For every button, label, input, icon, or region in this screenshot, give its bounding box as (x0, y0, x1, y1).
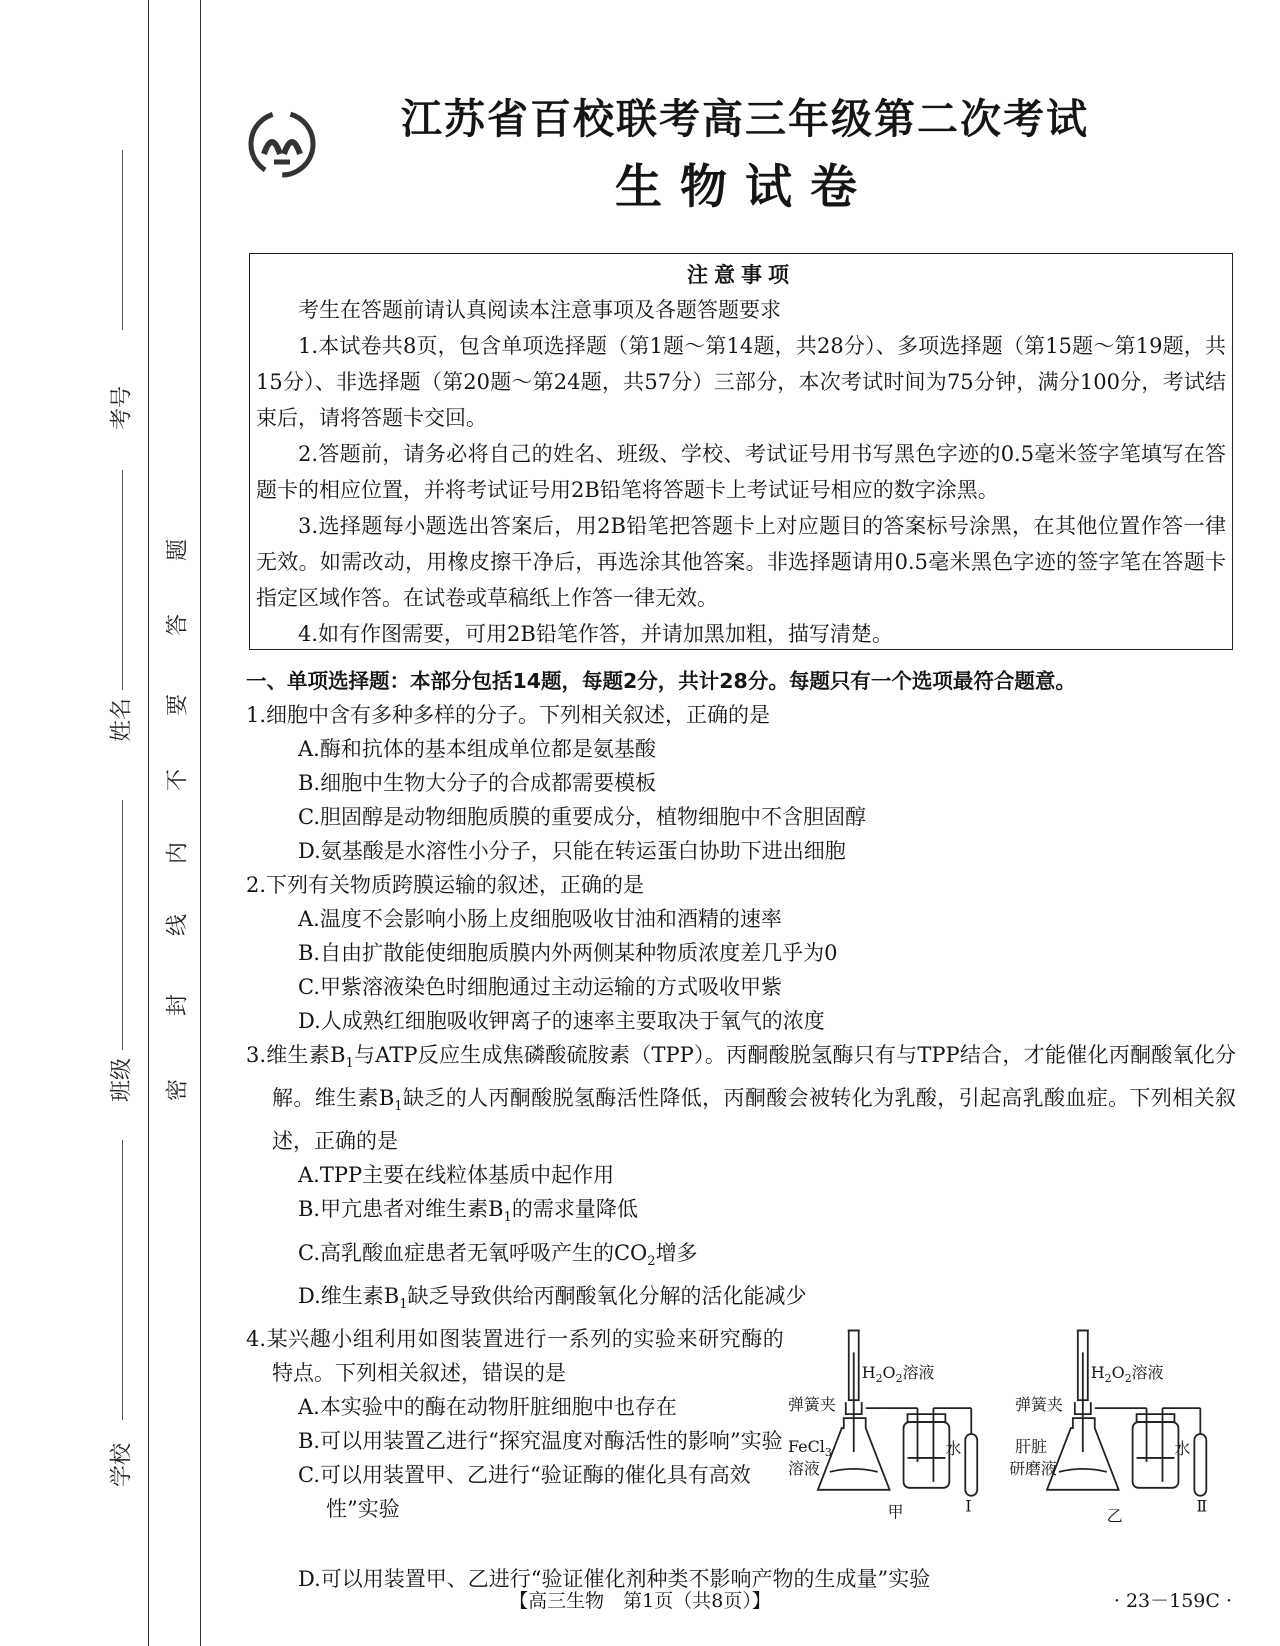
class-label: 班级 (109, 1057, 135, 1103)
seal-char: 内 (165, 841, 191, 865)
option-c: C.胆固醇是动物细胞质膜的重要成分，植物细胞中不含胆固醇 (298, 805, 866, 829)
exam-subtitle: 生物试卷 (615, 160, 875, 215)
questions-area (246, 664, 1236, 1596)
exam-code: · 23－159C · (1113, 1590, 1232, 1612)
notice-heading: 注意事项 (687, 263, 795, 287)
binding-line-outer (148, 0, 149, 1646)
clamp-label-b: 弹簧夹 (1014, 1395, 1063, 1415)
notice-intro: 考生在答题前请认真阅读本注意事项及各题答题要求 (298, 298, 781, 322)
tube-a-label: Ⅰ (965, 1496, 972, 1516)
name-field-line (122, 470, 123, 690)
exam-no-label: 考号 (109, 385, 135, 431)
page-footer: 【高三生物 第1页（共8页）】 (509, 1590, 771, 1612)
apparatus-a (818, 1330, 977, 1495)
notice-item: 3.选择题每小题选出答案后，用2B铅笔把答题卡上对应题目的答案标号涂黑，在其他位置作答一律无效。如需改动，用橡皮擦干净后，再选涂其他答案。非选择题请用0.5毫米黑色字迹的签字笔在答题卡指定区域作答。在试卷或草稿纸上作答一律无效。 (256, 514, 1226, 610)
tube-b-label: Ⅱ (1196, 1496, 1207, 1516)
school-label: 学校 (109, 1442, 135, 1488)
question-stem: 2.下列有关物质跨膜运输的叙述，正确的是 (246, 873, 645, 897)
option-c: C.甲紫溶液染色时细胞通过主动运输的方式吸收甲紫 (298, 975, 782, 999)
seal-char: 线 (165, 913, 191, 937)
question-1 (246, 698, 1236, 868)
exam-no-field-line (122, 150, 123, 330)
option-d: D.人成熟红细胞吸收钾离子的速率主要取决于氧气的浓度 (298, 1009, 825, 1033)
publisher-logo-icon (246, 108, 318, 180)
option-d: D.可以用装置甲、乙进行“验证催化剂种类不影响产物的生成量”实验 (298, 1566, 931, 1591)
binding-line-inner (200, 0, 201, 1646)
enzyme-apparatus-figure (788, 1322, 1236, 1562)
notice-box (249, 253, 1233, 650)
option-a: A.TPP主要在线粒体基质中起作用 (298, 1163, 615, 1188)
school-field-line (122, 1140, 123, 1420)
class-field-line (122, 800, 123, 1050)
exam-title: 江苏省百校联考高三年级第二次考试 (401, 95, 1089, 143)
seal-char: 封 (165, 993, 191, 1017)
water-label-b: 水 (1174, 1438, 1191, 1458)
liver-label: 肝脏 (1014, 1436, 1047, 1456)
option-d: D.氨基酸是水溶性小分子，只能在转运蛋白协助下进出细胞 (298, 839, 846, 863)
seal-char: 不 (165, 768, 191, 792)
question-stem: 1.细胞中含有多种多样的分子。下列相关叙述，正确的是 (246, 703, 771, 727)
name-label: 姓名 (109, 697, 135, 743)
option-b: B.可以用装置乙进行“探究温度对酶活性的影响”实验 (298, 1428, 783, 1453)
option-c: C.可以用装置甲、乙进行“验证酶的催化具有高效性”实验 (298, 1462, 751, 1521)
question-stem: 4.某兴趣小组利用如图装置进行一系列的实验来研究酶的特点。下列相关叙述，错误的是 (246, 1326, 784, 1385)
notice-item: 1.本试卷共8页，包含单项选择题（第1题～第14题，共28分）、多项选择题（第15题～第19题，共15分）、非选择题（第20题～第24题，共57分）三部分，本次考试时间为75分钟，满分100分，考试结束后，请将答题卡交回。 (256, 334, 1226, 430)
question-stem: 3.维生素$B_1$与ATP反应生成焦磷酸硫胺素（TPP）。丙酮酸脱氢酶只有与TPP结合，才能催化丙酮酸氧化分解。维生素$B_1$缺乏的人丙酮酸脱氢酶活性降低，丙酮酸会被转化为乳酸，引起高乳酸血症。下列相关叙述，正确的是 (246, 1043, 1237, 1154)
seal-char: 要 (165, 693, 191, 717)
notice-item: 2.答题前，请务必将自己的姓名、班级、学校、考试证号用书写黑色字迹的0.5毫米签字笔填写在答题卡的相应位置，并将考试证号用2B铅笔将答题卡上考试证号相应的数字涂黑。 (256, 442, 1226, 502)
device-b-label: 乙 (1106, 1506, 1123, 1526)
option-d: D.维生素$B_1$缺乏导致供给丙酮酸氧化分解的活化能减少 (298, 1283, 807, 1312)
fecl3-solution-label: 溶液 (787, 1458, 820, 1478)
fecl3-label: FeCl$_3$ (787, 1436, 832, 1459)
clamp-label-a: 弹簧夹 (787, 1395, 836, 1415)
option-a: A.酶和抗体的基本组成单位都是氨基酸 (298, 737, 656, 761)
option-c: C.高乳酸血症患者无氧呼吸产生的$CO_2$增多 (298, 1240, 698, 1269)
option-a: A.本实验中的酶在动物肝脏细胞中也存在 (298, 1394, 677, 1419)
option-b: B.甲亢患者对维生素$B_1$的需求量降低 (298, 1197, 638, 1226)
option-a: A.温度不会影响小肠上皮细胞吸收甘油和酒精的速率 (298, 907, 782, 931)
seal-char: 答 (165, 613, 191, 637)
section-heading: 一、单项选择题：本部分包括14题，每题2分，共计28分。每题只有一个选项最符合题意。 (246, 669, 1076, 693)
h2o2-label-a: $H_2O_2$溶液 (861, 1363, 935, 1386)
option-b: B.细胞中生物大分子的合成都需要模板 (298, 771, 657, 795)
grind-solution-label: 研磨液 (1008, 1458, 1057, 1478)
question-2 (246, 868, 1236, 1038)
h2o2-label-b: $H_2O_2$溶液 (1090, 1363, 1164, 1386)
seal-char: 密 (165, 1078, 191, 1102)
question-3 (246, 1038, 1236, 1322)
water-label-a: 水 (945, 1438, 962, 1458)
notice-item: 4.如有作图需要，可用2B铅笔作答，并请加黑加粗，描写清楚。 (298, 622, 893, 646)
seal-char: 题 (165, 538, 191, 562)
question-4 (246, 1322, 1236, 1596)
device-a-label: 甲 (887, 1502, 904, 1522)
option-b: B.自由扩散能使细胞质膜内外两侧某种物质浓度差几乎为0 (298, 941, 838, 965)
apparatus-b (1047, 1330, 1206, 1495)
